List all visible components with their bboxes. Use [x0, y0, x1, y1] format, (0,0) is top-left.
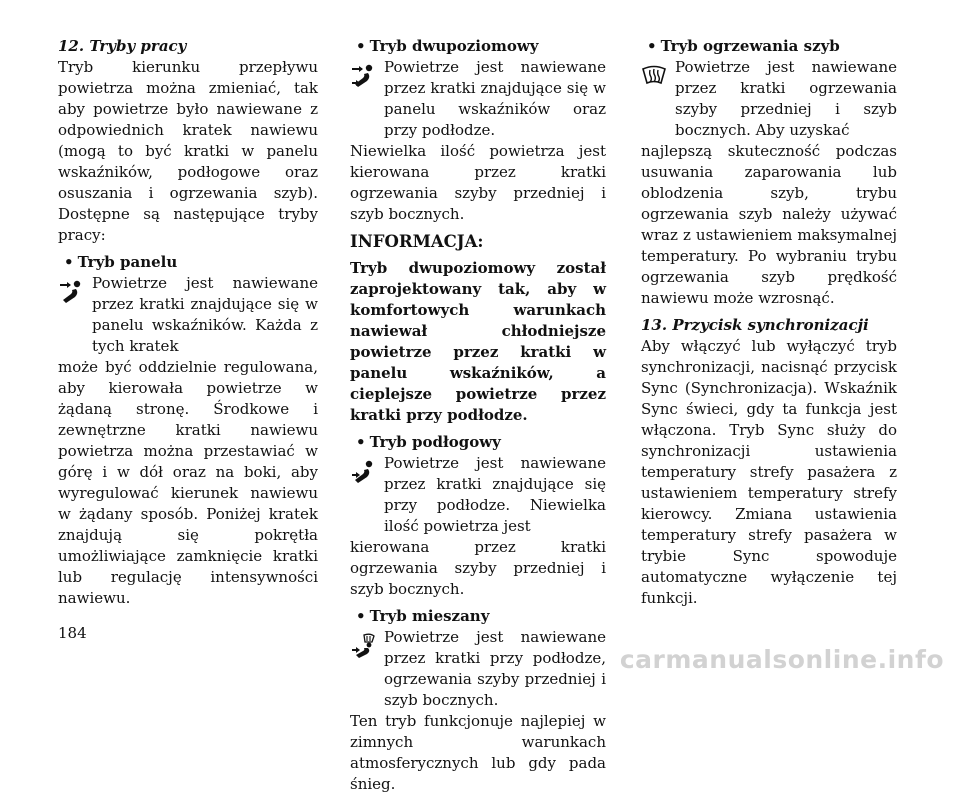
mix-mode-heading: • Tryb mieszany	[356, 607, 490, 625]
defrost-mode-block	[641, 57, 897, 141]
mix-mode-icon	[350, 633, 376, 659]
floor-mode-heading: • Tryb podłogowy	[356, 433, 501, 451]
info-heading: INFORMACJA:	[350, 232, 484, 251]
column-1	[58, 36, 318, 609]
panel-mode-heading: • Tryb panelu	[64, 253, 178, 271]
defrost-mode-heading: • Tryb ogrzewania szyb	[647, 37, 840, 55]
info-body: Tryb dwupoziomowy został zaprojektowany tak, aby w komfortowych warunkach nawiewał chłodniejsze powietrze przez kratki w panelu wskaźników, a cieplejsze powietrze przez kratki przy podłodze.	[350, 259, 606, 424]
bullet: •	[64, 253, 74, 271]
defrost-mode-text: Powietrze jest nawiewane przez kratki ogrzewania szyby przedniej i szyb bocznych. Aby uzyskać	[675, 58, 897, 139]
panel-mode-block	[58, 273, 318, 357]
panel-mode-text: Powietrze jest nawiewane przez kratki znajdujące się w panelu wskaźników. Każda z tych kratek	[92, 274, 318, 355]
floor-mode-icon	[350, 459, 376, 485]
floor-mode-block	[350, 453, 606, 537]
mix-mode-block	[350, 627, 606, 711]
watermark: carmanualsonline.info	[619, 645, 944, 674]
column-3	[641, 36, 897, 609]
section-13-text: Aby włączyć lub wyłączyć tryb synchronizacji, nacisnąć przycisk Sync (Synchronizacja). Wskaźnik Sync świeci, gdy ta funkcja jest włączona. Tryb Sync służy do synchronizacji ustawienia temperatury strefy pasażera z ustawieniem temperatury strefy kierowcy. Zmiana ustawienia temperatury strefy pasażera w trybie Sync spowoduje automatyczne wyłączenie tej funkcji.	[641, 337, 897, 607]
section-13-title: 13. Przycisk synchronizacji	[641, 316, 869, 334]
defrost-mode-cont: najlepszą skuteczność podczas usuwania zaparowania lub oblodzenia szyb, trybu ogrzewania szyb należy używać wraz z ustawieniem maksymalnej temperatury. Po wybraniu trybu ogrzewania szyb prędkość nawiewu może wzrosnąć.	[641, 142, 897, 307]
bilevel-mode-heading: • Tryb dwupoziomowy	[356, 37, 539, 55]
section-12-intro: Tryb kierunku przepływu powietrza można zmieniać, tak aby powietrze było nawiewane z odpowiednich kratek nawiewu (mogą to być kratki w panelu wskaźników, podłogowe oraz osuszania i ogrzewania szyb). Dostępne są następujące tryby pracy:	[58, 58, 318, 244]
mix-mode-cont: Ten tryb funkcjonuje najlepiej w zimnych warunkach atmosferycznych lub gdy pada śnieg.	[350, 712, 606, 793]
column-2	[350, 36, 606, 795]
floor-mode-cont: kierowana przez kratki ogrzewania szyby przedniej i szyb bocznych.	[350, 538, 606, 598]
bilevel-mode-cont: Niewielka ilość powietrza jest kierowana przez kratki ogrzewania szyby przedniej i szyb bocznych.	[350, 142, 606, 223]
defrost-mode-icon	[641, 63, 667, 89]
panel-mode-icon	[58, 279, 84, 305]
floor-mode-text: Powietrze jest nawiewane przez kratki znajdujące się przy podłodze. Niewielka ilość powietrza jest	[384, 454, 606, 535]
section-12-title: 12. Tryby pracy	[58, 37, 187, 55]
bilevel-mode-text: Powietrze jest nawiewane przez kratki znajdujące się w panelu wskaźników oraz przy podłodze.	[384, 58, 606, 139]
panel-mode-cont: może być oddzielnie regulowana, aby kierowała powietrze w żądaną stronę. Środkowe i zewnętrzne kratki nawiewu powietrza można przestawiać w górę i w dół oraz na boki, aby wyregulować kierunek nawiewu w żądany sposób. Poniżej kratek znajdują się pokrętła umożliwiające zamknięcie kratki lub regulację intensywności nawiewu.	[58, 358, 318, 607]
mix-mode-text: Powietrze jest nawiewane przez kratki przy podłodze, ogrzewania szyby przedniej i szyb bocznych.	[384, 628, 606, 709]
bilevel-mode-icon	[350, 63, 376, 89]
page-number: 184	[58, 624, 87, 642]
bilevel-mode-block	[350, 57, 606, 141]
